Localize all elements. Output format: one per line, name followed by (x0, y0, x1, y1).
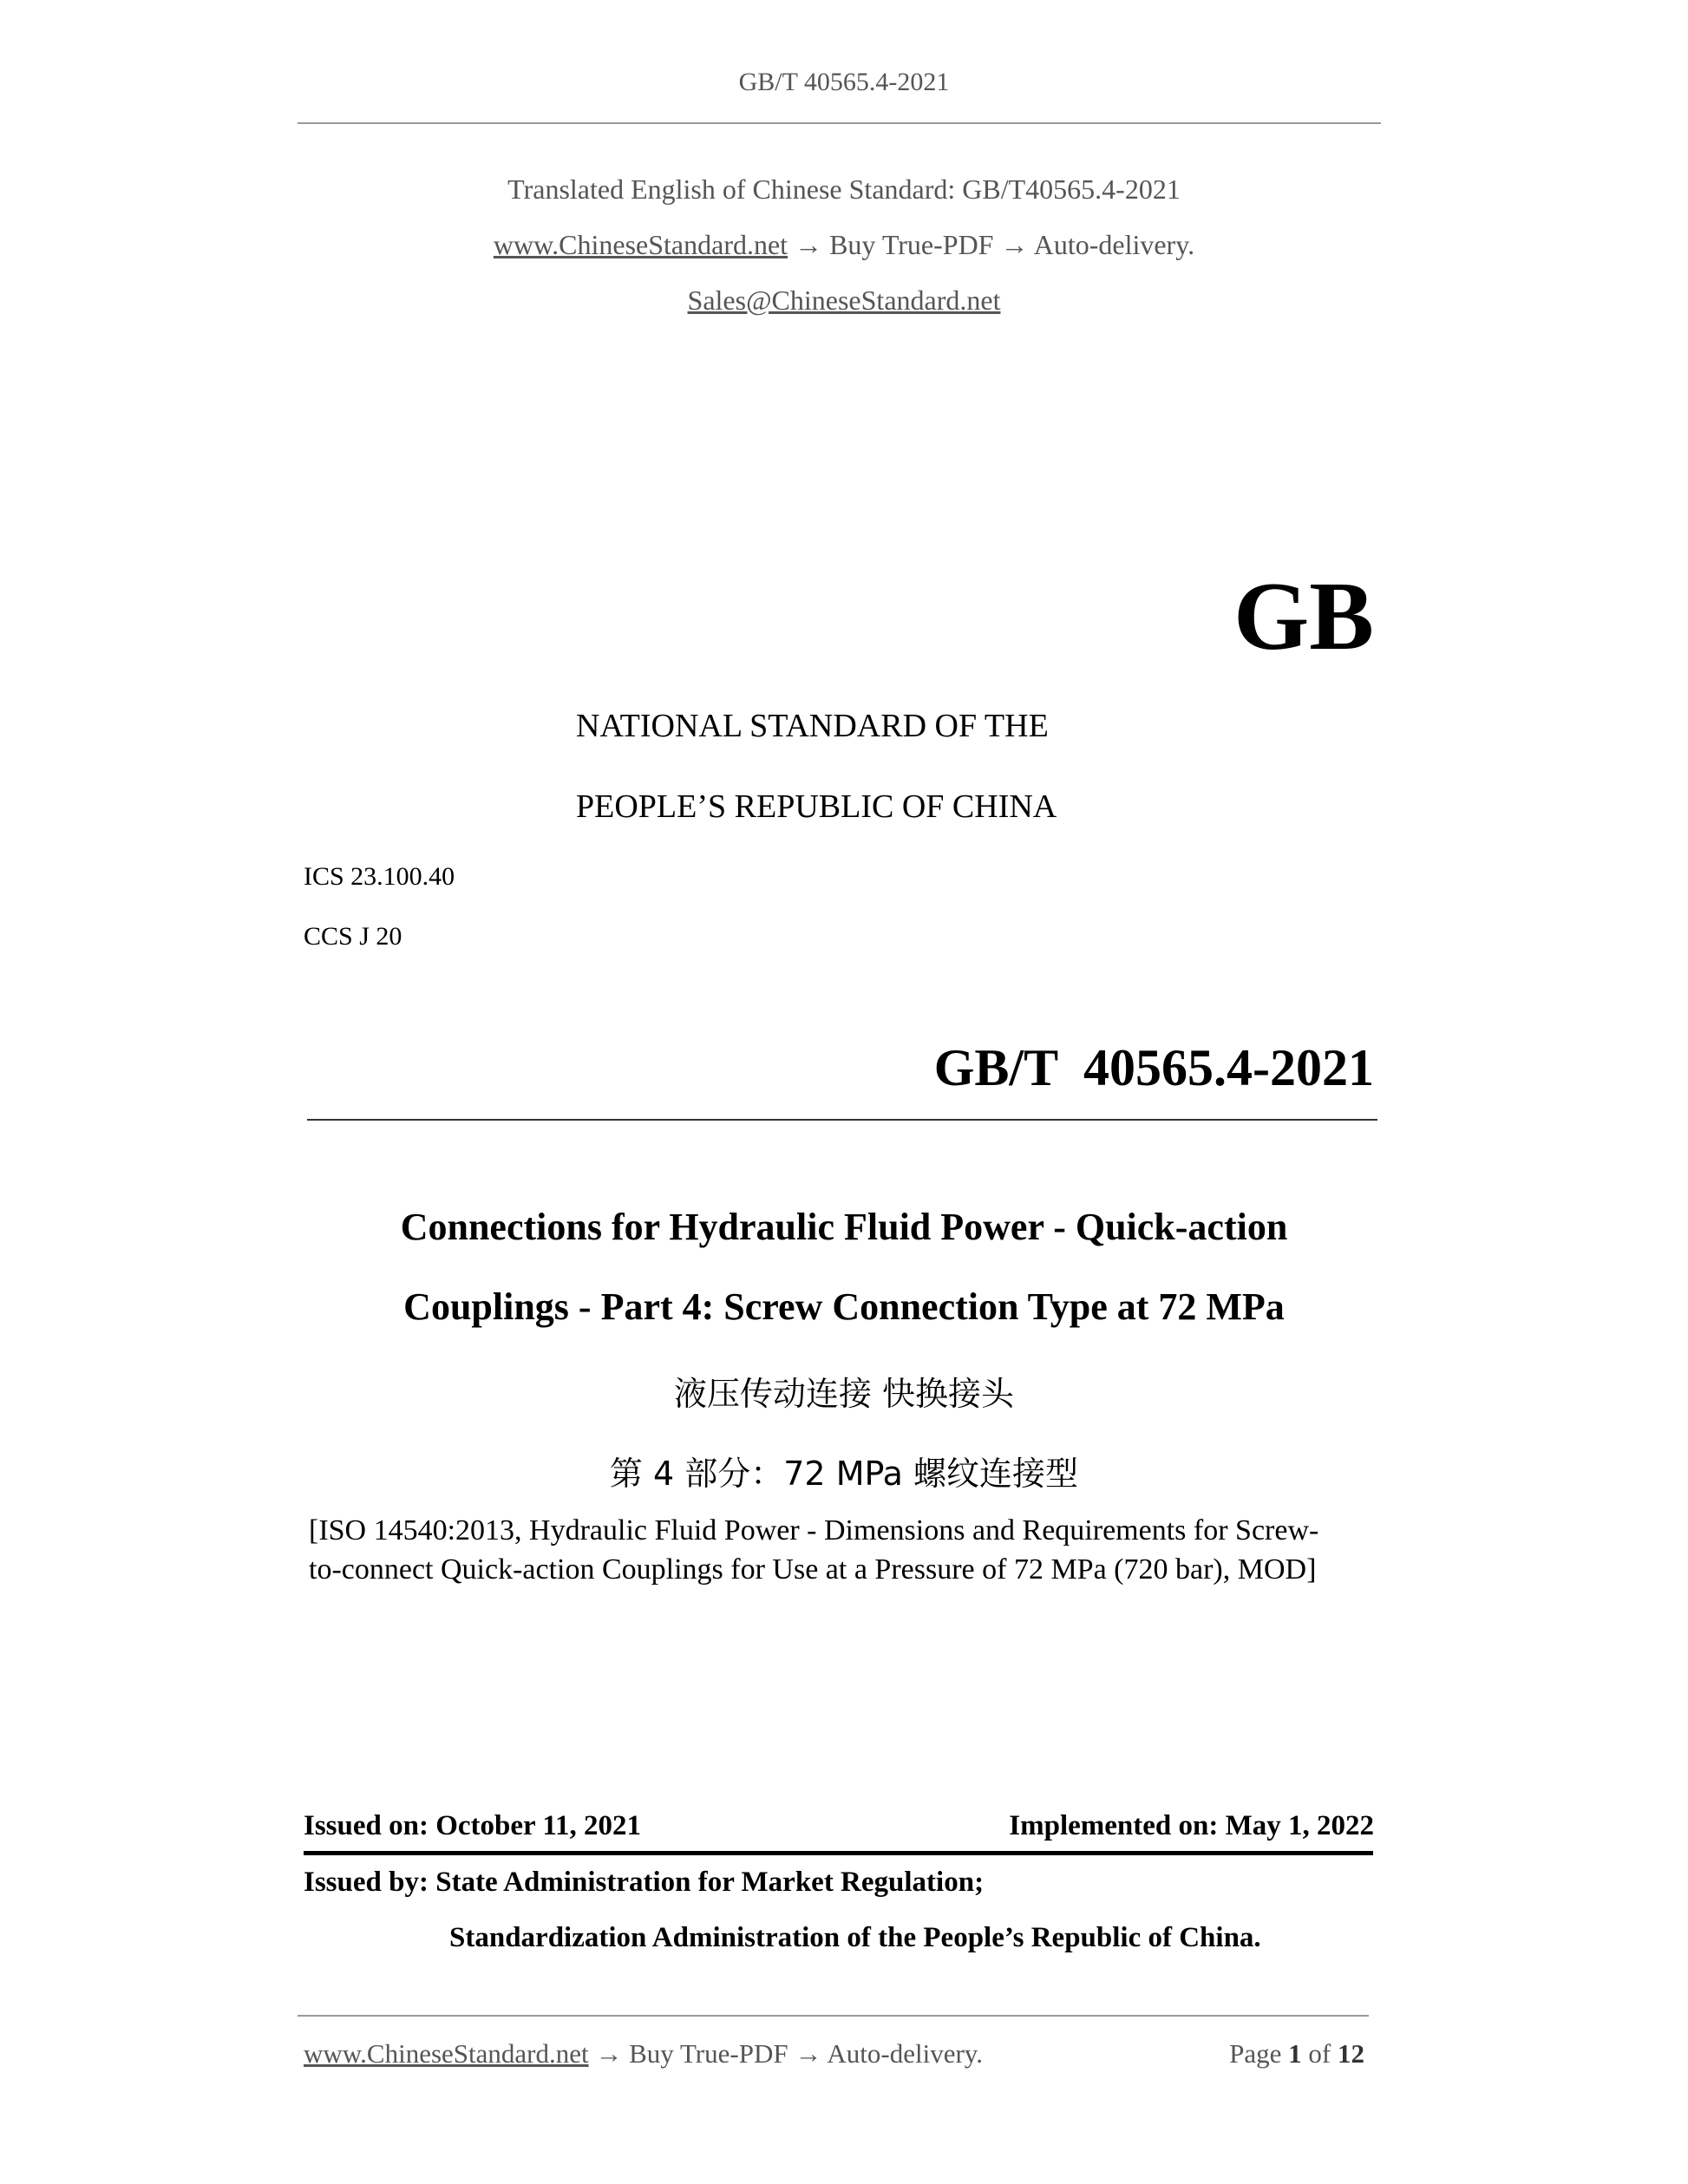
footer-delivery-text: Auto-delivery. (827, 2038, 984, 2069)
title-en-line1: Connections for Hydraulic Fluid Power - Quick-action (400, 1206, 1288, 1248)
ics-code: ICS 23.100.40 (304, 862, 455, 891)
national-standard-line1: NATIONAL STANDARD OF THE (576, 708, 1049, 744)
iso-reference-line1: [ISO 14540:2013, Hydraulic Fluid Power - Dimensions and Requirements for Screw- (309, 1514, 1319, 1546)
title-en-line2: Couplings - Part 4: Screw Connection Type at 72 MPa (403, 1285, 1285, 1328)
header-site-link[interactable]: www.ChineseStandard.net (493, 229, 788, 260)
arrow-right-icon: → (795, 2038, 822, 2069)
implemented-on-date: Implemented on: May 1, 2022 (1009, 1810, 1374, 1841)
header-delivery-text: Auto-delivery. (1033, 229, 1195, 260)
title-cn-line2: 第 4 部分：72 MPa 螺纹连接型 (609, 1455, 1079, 1493)
running-header-title: GB/T 40565.4-2021 (738, 68, 950, 96)
standard-number-divider (307, 1119, 1377, 1121)
header-purchase-line (0, 229, 1688, 261)
footer-purchase-line (304, 2038, 983, 2070)
arrow-right-icon: → (595, 2038, 623, 2069)
arrow-right-icon: → (1000, 229, 1029, 260)
page-label: Page (1229, 2038, 1282, 2069)
gb-mark: GB (1233, 563, 1374, 670)
footer-buy-text: Buy True-PDF (629, 2038, 788, 2069)
footer-divider (298, 2015, 1369, 2017)
issued-by-line2: Standardization Administration of the People’s Republic of China. (449, 1922, 1261, 1953)
header-divider (298, 122, 1381, 124)
translation-note: Translated English of Chinese Standard: GB/T40565.4-2021 (507, 173, 1181, 205)
page-total: 12 (1338, 2038, 1364, 2069)
page-number: 1 (1288, 2038, 1302, 2069)
ccs-code: CCS J 20 (304, 922, 402, 951)
standard-number: GB/T 40565.4-2021 (933, 1039, 1374, 1096)
iso-reference-line2: to-connect Quick-action Couplings for Use at a Pressure of 72 MPa (720 bar), MOD] (309, 1553, 1317, 1586)
page-indicator (1229, 2038, 1364, 2070)
issued-on-date: Issued on: October 11, 2021 (304, 1810, 642, 1841)
of-label: of (1308, 2038, 1331, 2069)
arrow-right-icon: → (795, 229, 823, 260)
dates-divider (304, 1851, 1373, 1855)
footer-site-link[interactable]: www.ChineseStandard.net (304, 2038, 589, 2069)
national-standard-line2: PEOPLE’S REPUBLIC OF CHINA (576, 788, 1057, 825)
sales-email-link[interactable]: Sales@ChineseStandard.net (687, 284, 1001, 316)
title-cn-line1: 液压传动连接 快换接头 (673, 1375, 1015, 1413)
header-buy-text: Buy True-PDF (829, 229, 994, 260)
issued-by-line1: Issued by: State Administration for Market Regulation; (304, 1867, 985, 1898)
